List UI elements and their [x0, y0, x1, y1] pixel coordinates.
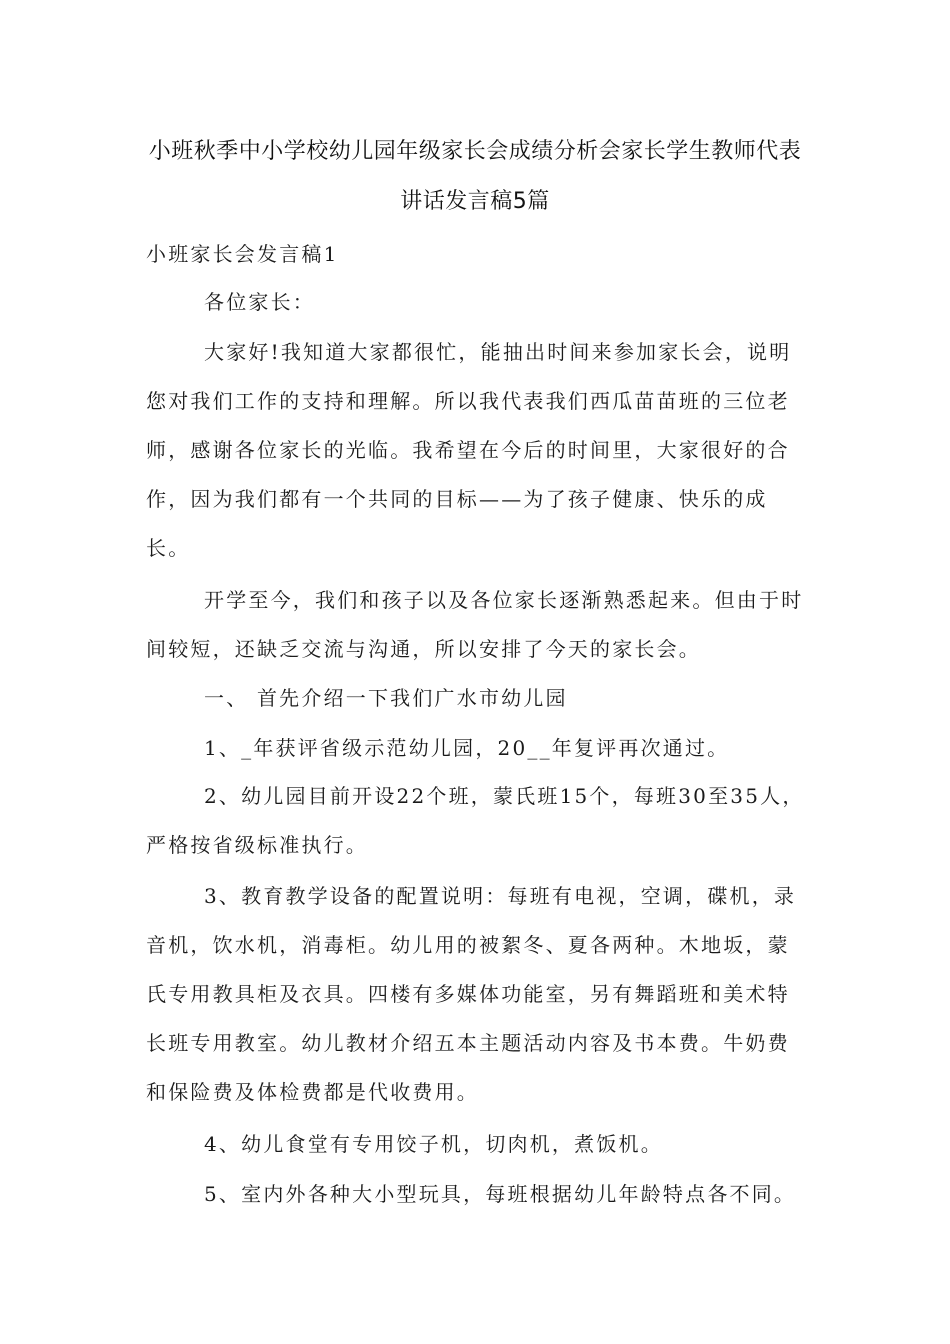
paragraph-item-1: 1、_年获评省级示范幼儿园，20__年复评再次通过。	[204, 736, 730, 760]
section-heading: 小班家长会发言稿1	[146, 242, 339, 266]
document-title-line1: 小班秋季中小学校幼儿园年级家长会成绩分析会家长学生教师代表	[148, 139, 802, 164]
document-title-line2: 讲话发言稿5篇	[400, 189, 550, 214]
paragraph-salutation: 各位家长：	[204, 290, 315, 314]
paragraph-intro: 开学至今，我们和孩子以及各位家长逐渐熟悉起来。但由于时间较短，还缺乏交流与沟通，所以安排了今天的家长会。	[146, 588, 804, 661]
paragraph-item-3: 3、教育教学设备的配置说明：每班有电视，空调，碟机，录音机，饮水机，消毒柜。幼儿用的被絮冬、夏各两种。木地坂，蒙氏专用教具柜及衣具。四楼有多媒体功能室，另有舞蹈班和美术特长班专用教室。幼儿教材介绍五本主题活动内容及书本费。牛奶费和保险费及体检费都是代收费用。	[146, 884, 797, 1104]
paragraph-section-one: 一、 首先介绍一下我们广水市幼儿园	[204, 686, 568, 710]
paragraph-item-4: 4、幼儿食堂有专用饺子机，切肉机，煮饭机。	[204, 1132, 663, 1156]
paragraph-item-2: 2、幼儿园目前开设22个班，蒙氏班15个，每班30至35人，严格按省级标准执行。	[146, 784, 805, 857]
paragraph-item-5: 5、室内外各种大小型玩具，每班根据幼儿年龄特点各不同。	[204, 1182, 797, 1206]
paragraph-greeting: 大家好!我知道大家都很忙，能抽出时间来参加家长会，说明您对我们工作的支持和理解。所以我代表我们西瓜苗苗班的三位老师，感谢各位家长的光临。我希望在今后的时间里，大家很好的合作，因为我们都有一个共同的目标——为了孩子健康、快乐的成长。	[146, 340, 792, 560]
